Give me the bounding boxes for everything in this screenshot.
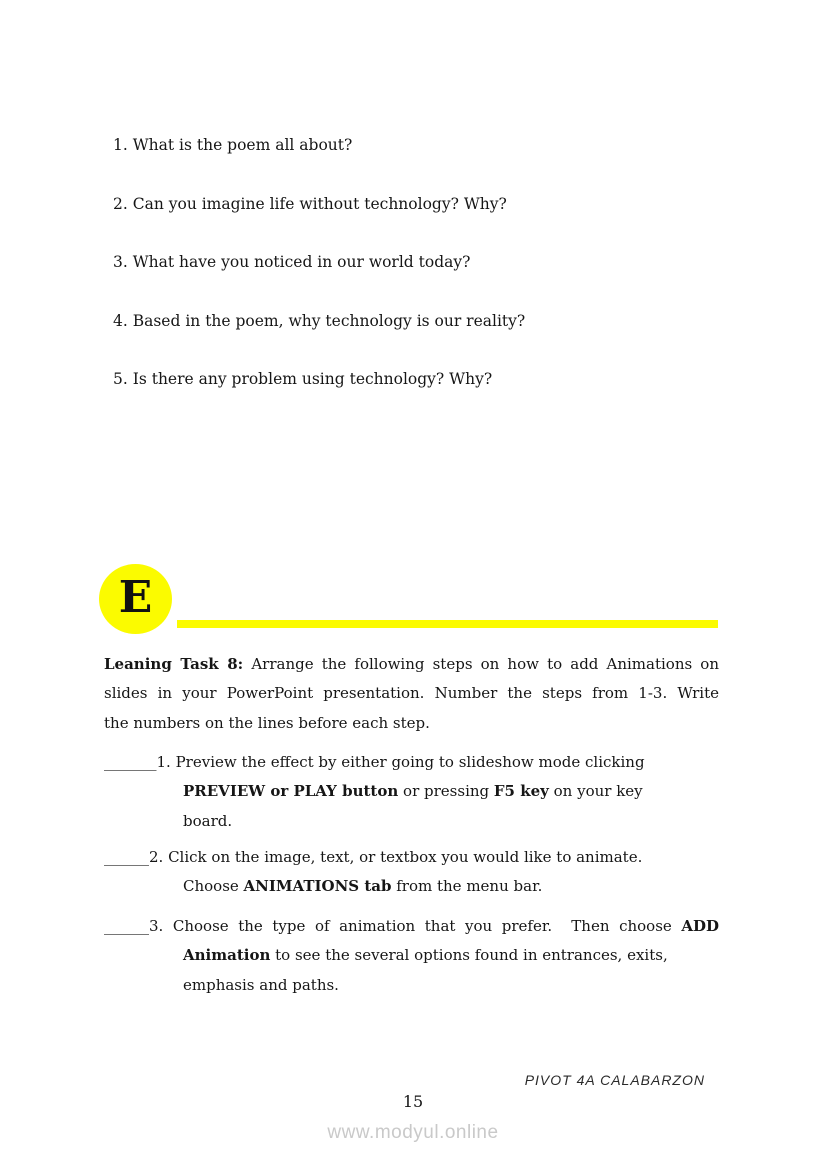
step-line bbox=[104, 777, 719, 806]
step-line bbox=[104, 912, 719, 941]
question-item: 2. Can you imagine life without technology? Why? bbox=[113, 194, 507, 213]
text-segment: Choose bbox=[183, 877, 244, 896]
text-segment: ______2. Click on the image, text, or textbox you would like to animate. bbox=[104, 848, 643, 866]
text-segment: board. bbox=[183, 811, 233, 830]
instruction-line bbox=[104, 709, 719, 738]
task-step-2 bbox=[104, 843, 719, 902]
instruction-line bbox=[104, 679, 719, 708]
section-letter: E bbox=[118, 572, 153, 623]
page-number: 15 bbox=[402, 1092, 424, 1111]
question-item: 1. What is the poem all about? bbox=[113, 136, 353, 154]
edition-label: PIVOT 4A CALABARZON bbox=[524, 1072, 705, 1088]
text-segment: or pressing bbox=[398, 782, 494, 801]
instruction-line bbox=[104, 650, 719, 679]
step-line bbox=[104, 748, 719, 777]
task-step-1 bbox=[104, 748, 719, 836]
step-line bbox=[104, 843, 719, 872]
text-segment: ______3. Choose the type of animation that you prefer. Then choose bbox=[104, 917, 682, 935]
text-segment: the numbers on the lines before each step. bbox=[104, 713, 430, 732]
question-item: 3. What have you noticed in our world today? bbox=[113, 253, 471, 271]
section-divider-line bbox=[177, 620, 718, 628]
question-item: 5. Is there any problem using technology? Why? bbox=[113, 370, 493, 388]
task-instructions bbox=[104, 650, 719, 738]
step-line bbox=[104, 971, 719, 1000]
text-segment: Animation bbox=[183, 946, 271, 965]
step-line bbox=[104, 807, 719, 836]
task-step-3 bbox=[104, 912, 719, 1000]
text-segment: on your key bbox=[548, 782, 643, 801]
section-e-badge bbox=[99, 564, 172, 634]
questions-list bbox=[113, 137, 525, 388]
text-segment: slides in your PowerPoint presentation. Number the steps from 1-3. Write bbox=[104, 684, 719, 703]
text-segment: PREVIEW or PLAY button bbox=[183, 782, 399, 801]
text-segment: to see the several options found in entrances, exits, bbox=[270, 946, 668, 965]
step-line bbox=[104, 872, 719, 901]
site-watermark: www.modyul.online bbox=[327, 1122, 499, 1143]
text-segment: ADD bbox=[681, 917, 719, 935]
text-segment: Leaning Task 8: bbox=[104, 655, 244, 673]
text-segment: from the menu bar. bbox=[391, 877, 543, 896]
text-segment: F5 key bbox=[493, 782, 549, 801]
step-line bbox=[104, 941, 719, 970]
question-item: 4. Based in the poem, why technology is our reality? bbox=[113, 311, 526, 330]
text-segment: _______1. Preview the effect by either going to slideshow mode clicking bbox=[104, 753, 645, 771]
text-segment: Arrange the following steps on how to add Animations on bbox=[243, 655, 719, 673]
text-segment: ANIMATIONS tab bbox=[243, 877, 392, 896]
text-segment: emphasis and paths. bbox=[183, 975, 339, 994]
